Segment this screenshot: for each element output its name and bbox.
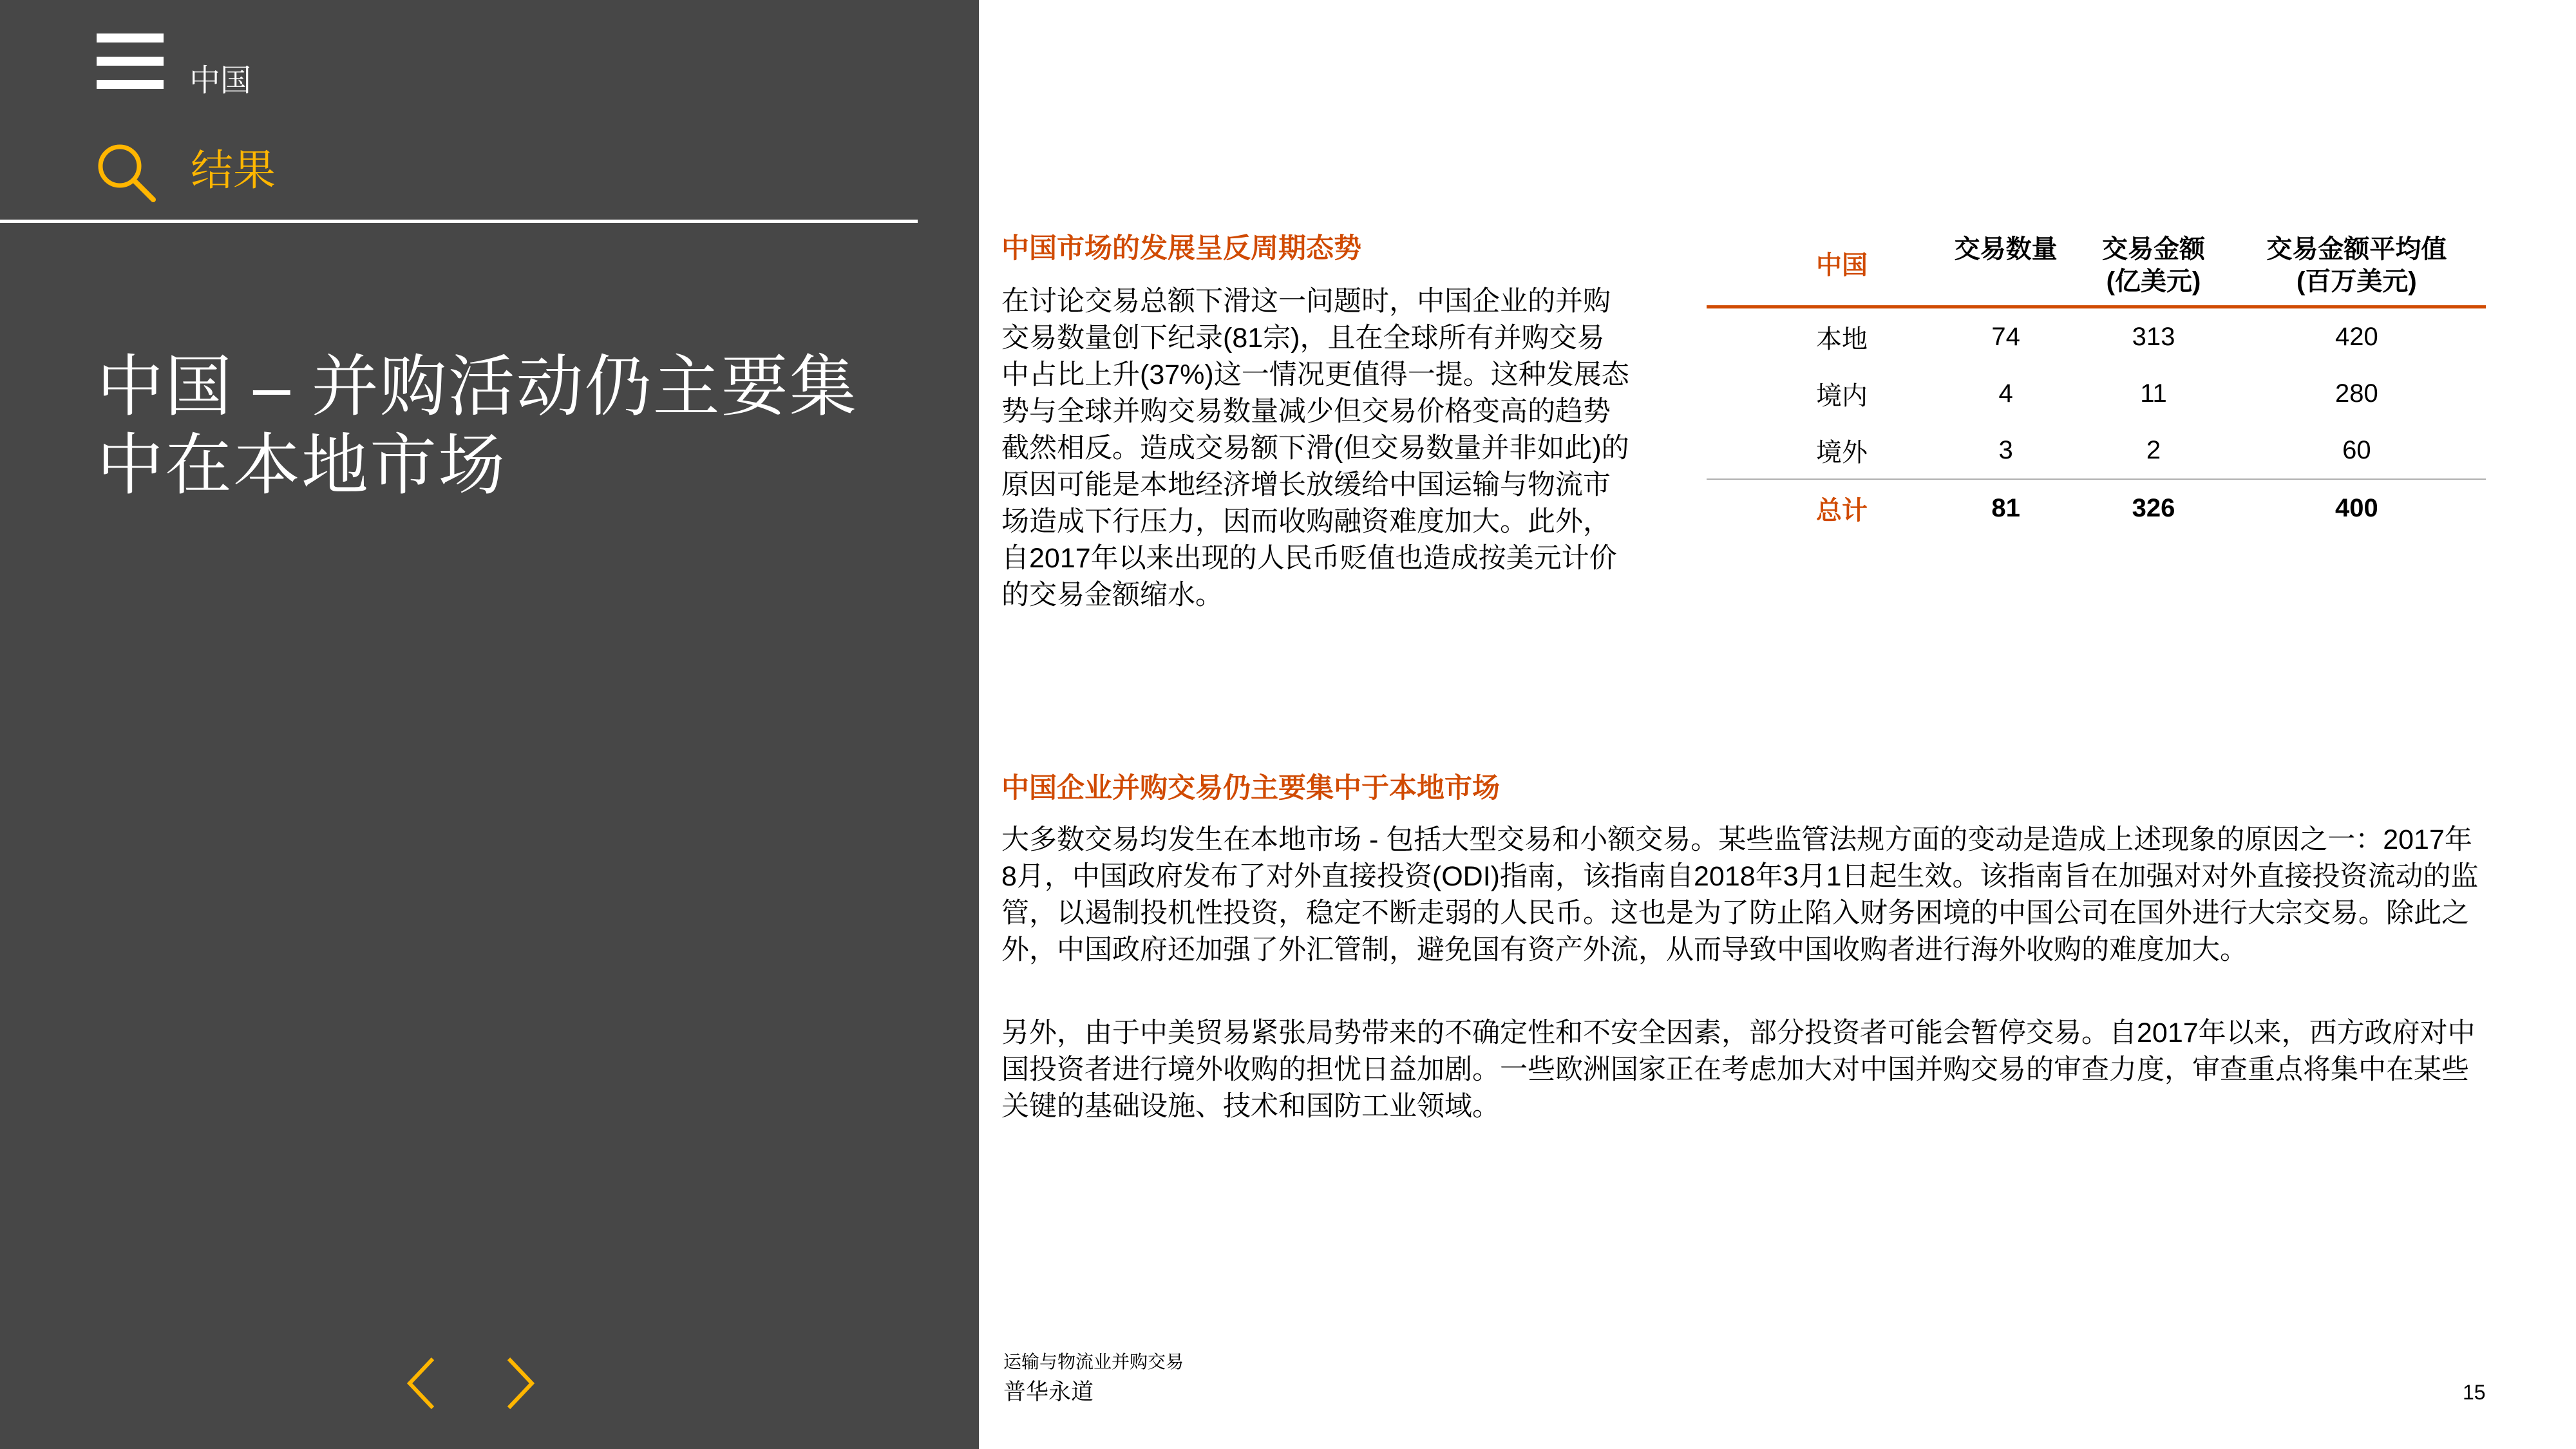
table-cell-average: 60 [2342, 435, 2371, 464]
section-heading-counter-cyclical: 中国市场的发展呈反周期态势 [1001, 233, 1361, 264]
table-cell-count: 4 [1998, 379, 2013, 408]
table-header-average: 交易金额平均值 (百万美元) [2266, 235, 2447, 296]
table-header-count: 交易数量 [1954, 235, 2058, 263]
divider [0, 220, 918, 223]
chevron-right-icon[interactable] [497, 1351, 542, 1416]
table-row [1707, 307, 2486, 366]
section-paragraph-counter-cyclical: 在讨论交易总额下滑这一问题时，中国企业的并购交易数量创下纪录(81宗)，且在全球所有并购交易中占比上升(37%)这一情况更值得一提。这种发展态势与全球并购交易数量减少但交易价格变高的趋势截然相反。造成交易额下滑(但交易数量并非如此)的原因可能是本地经济增长放缓给中国运输与物流市场造成下行压力，因而收购融资难度加大。此外，自2017年以来出现的人民币贬值也造成按美元计价的交易金额缩水。 [1001, 286, 1629, 611]
table-cell-count: 74 [1991, 322, 2020, 351]
section-paragraph-trade-tension: 另外，由于中美贸易紧张局势带来的不确定性和不安全因素，部分投资者可能会暂停交易。自2017年以来，西方政府对中国投资者进行境外收购的担忧日益加剧。一些欧洲国家正在考虑加大对中国并购交易的审查力度，审查重点将集中在某些关键的基础设施、技术和国防工业领域。 [1001, 1018, 2476, 1122]
table-cell-value: 11 [2140, 379, 2167, 408]
table-cell-region: 境内 [1816, 381, 1868, 410]
table-cell-total-average: 400 [2334, 493, 2378, 522]
table-cell-total-count: 81 [1991, 493, 2020, 522]
section-paragraph-regulation: 大多数交易均发生在本地市场 - 包括大型交易和小额交易。某些监管法规方面的变动是造成上述现象的原因之一：2017年8月，中国政府发布了对外直接投资(ODI)指南，该指南自2018年3月1日起生效。该指南旨在加强对对外直接投资流动的监管，以遏制投机性投资，稳定不断走弱的人民币。这也是为了防止陷入财务困境的中国公司在国外进行大宗交易。除此之外，中国政府还加强了外汇管制，避免国有资产外流，从而导致中国收购者进行海外收购的难度加大。 [1001, 824, 2479, 965]
footer-brand: 普华永道 [1003, 1379, 1094, 1405]
table-row [1707, 422, 2486, 479]
table-total-row [1707, 479, 2486, 536]
left-panel [0, 0, 979, 1449]
table-cell-average: 280 [2334, 379, 2378, 408]
table-header-region: 中国 [1816, 251, 1868, 279]
table-cell-total-value: 326 [2132, 493, 2175, 522]
section-label: 中国 [189, 64, 252, 98]
search-results-link[interactable]: 结果 [191, 146, 276, 194]
hamburger-menu-icon[interactable] [97, 33, 164, 89]
chevron-left-icon[interactable] [399, 1351, 444, 1416]
table-row [1707, 365, 2486, 422]
table-cell-average: 420 [2334, 322, 2378, 351]
table-cell-count: 3 [1998, 435, 2013, 464]
footer-report-name: 运输与物流业并购交易 [1003, 1352, 1184, 1372]
page-title: 中国 – 并购活动仍主要集中在本地市场 [97, 349, 858, 503]
table-cell-region: 境外 [1816, 438, 1868, 467]
search-icon[interactable] [94, 140, 158, 205]
table-cell-region: 本地 [1816, 325, 1868, 354]
table-header-row [1707, 233, 2486, 307]
page-number: 15 [2463, 1381, 2486, 1404]
table-cell-total-label: 总计 [1816, 496, 1868, 525]
table-cell-value: 313 [2132, 322, 2175, 351]
deal-summary-table [1707, 233, 2486, 536]
table-header-value: 交易金额 (亿美元) [2101, 235, 2205, 296]
section-heading-local-market: 中国企业并购交易仍主要集中于本地市场 [1001, 773, 1500, 804]
table-cell-value: 2 [2146, 435, 2161, 464]
